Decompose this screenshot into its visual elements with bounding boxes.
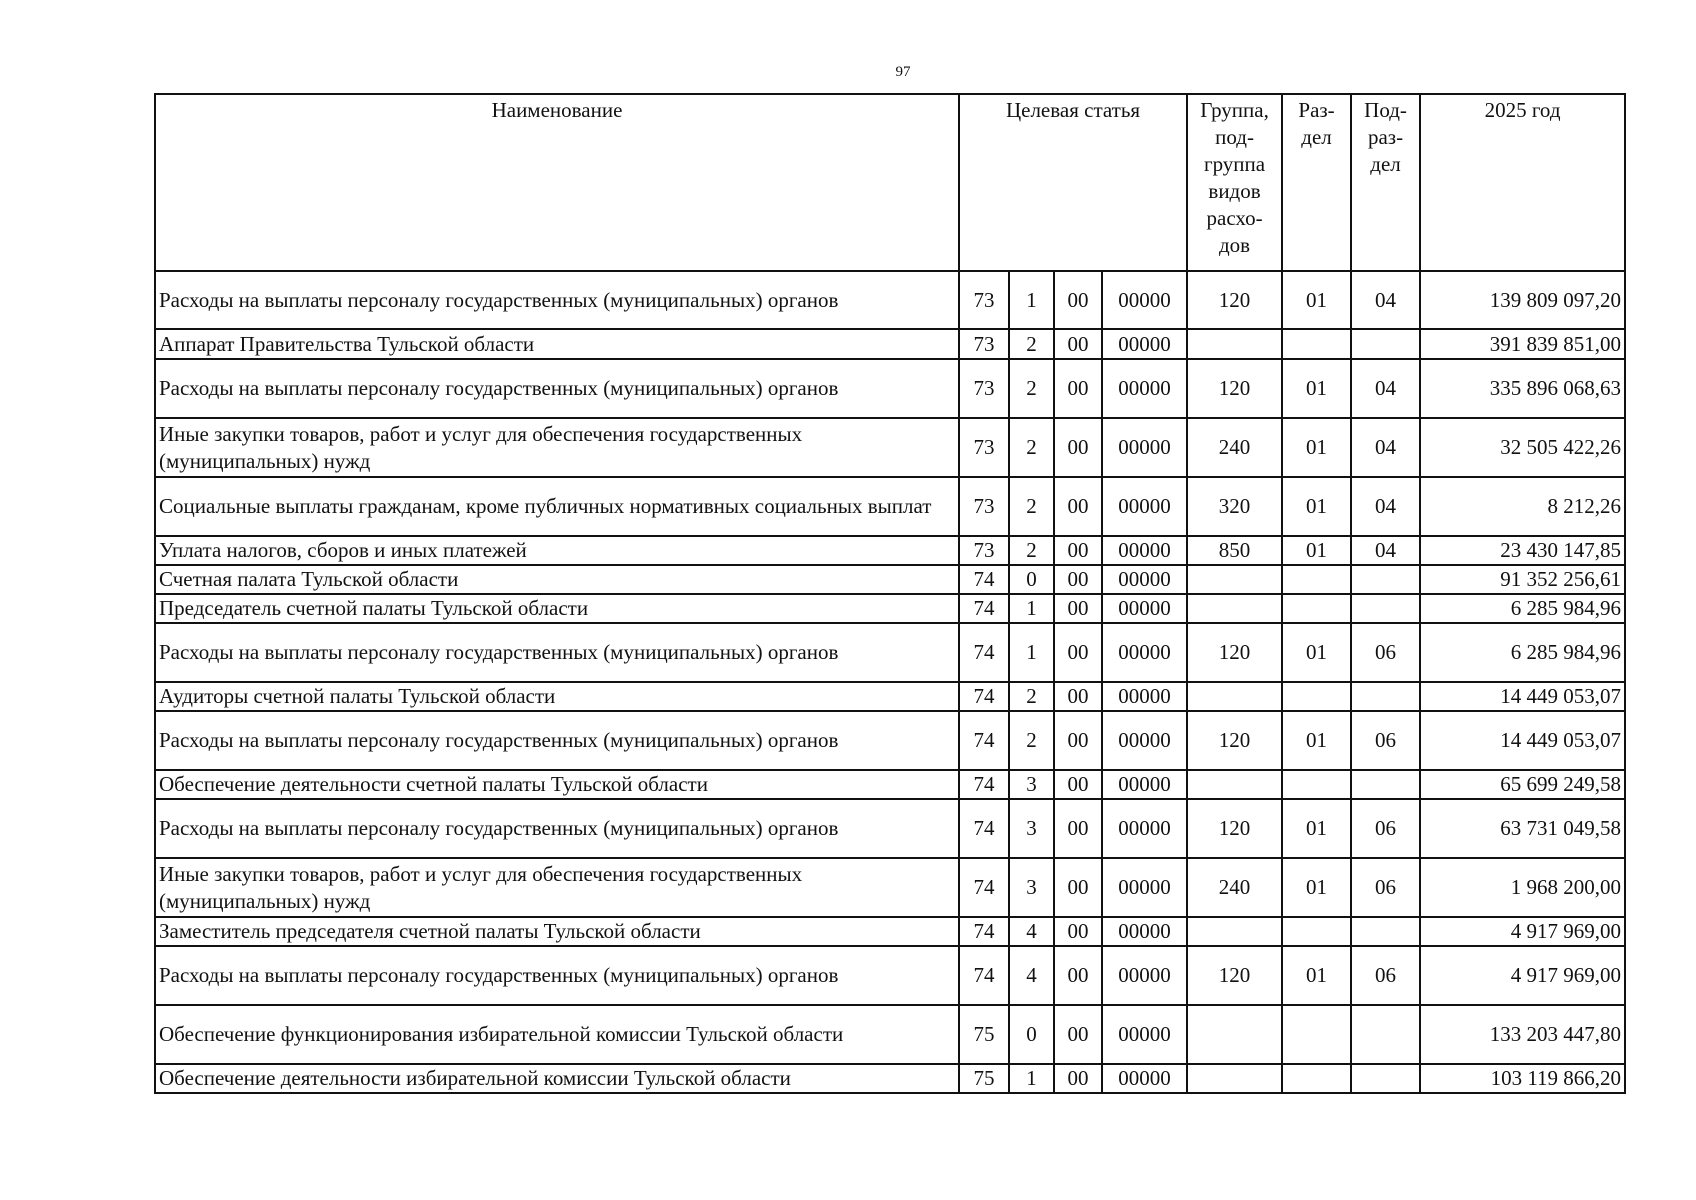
expense-group-code: 120 [1187,711,1282,770]
header-year: 2025 год [1420,94,1625,271]
table-body [155,271,1625,1093]
target-article-part-3: 00 [1054,477,1102,536]
target-article-part-1: 74 [959,799,1009,858]
amount-2025: 6 285 984,96 [1420,623,1625,682]
subsection-code: 06 [1351,799,1420,858]
subsection-code [1351,565,1420,594]
subsection-code [1351,329,1420,359]
section-code [1282,1005,1351,1064]
target-article-part-3: 00 [1054,1005,1102,1064]
target-article-part-3: 00 [1054,565,1102,594]
subsection-code [1351,917,1420,946]
target-article-part-1: 73 [959,418,1009,477]
page-number: 97 [895,64,911,80]
amount-2025: 14 449 053,07 [1420,711,1625,770]
target-article-part-1: 74 [959,858,1009,917]
expense-group-code: 120 [1187,799,1282,858]
subsection-code: 06 [1351,946,1420,1005]
target-article-part-1: 75 [959,1064,1009,1093]
amount-2025: 23 430 147,85 [1420,536,1625,565]
table-row [155,271,1625,329]
target-article-part-2: 2 [1009,418,1054,477]
amount-2025: 103 119 866,20 [1420,1064,1625,1093]
target-article-part-4: 00000 [1102,858,1187,917]
budget-table [154,93,1626,1094]
expense-group-code [1187,770,1282,799]
row-name: Обеспечение деятельности счетной палаты Тульской области [155,770,959,799]
header-section [1282,94,1351,271]
target-article-part-4: 00000 [1102,682,1187,711]
target-article-part-1: 74 [959,594,1009,623]
header-name: Наименование [155,94,959,271]
table-row [155,1064,1625,1093]
target-article-part-3: 00 [1054,1064,1102,1093]
target-article-part-3: 00 [1054,418,1102,477]
target-article-part-3: 00 [1054,536,1102,565]
section-code: 01 [1282,858,1351,917]
section-code [1282,917,1351,946]
target-article-part-2: 0 [1009,1005,1054,1064]
target-article-part-3: 00 [1054,594,1102,623]
amount-2025: 8 212,26 [1420,477,1625,536]
target-article-part-4: 00000 [1102,623,1187,682]
expense-group-code [1187,594,1282,623]
table-row [155,711,1625,770]
target-article-part-4: 00000 [1102,711,1187,770]
target-article-part-4: 00000 [1102,1005,1187,1064]
target-article-part-4: 00000 [1102,536,1187,565]
row-name: Расходы на выплаты персоналу государственных (муниципальных) органов [155,711,959,770]
table-row [155,770,1625,799]
target-article-part-3: 00 [1054,946,1102,1005]
target-article-part-2: 0 [1009,565,1054,594]
subsection-code: 06 [1351,711,1420,770]
table-row [155,1005,1625,1064]
target-article-part-4: 00000 [1102,594,1187,623]
subsection-code: 04 [1351,271,1420,329]
subsection-code [1351,1005,1420,1064]
target-article-part-3: 00 [1054,359,1102,418]
row-name: Расходы на выплаты персоналу государственных (муниципальных) органов [155,799,959,858]
expense-group-code: 240 [1187,858,1282,917]
expense-group-code [1187,329,1282,359]
subsection-code: 06 [1351,623,1420,682]
header-expense-group-line: дов [1218,233,1251,257]
table-row [155,946,1625,1005]
amount-2025: 6 285 984,96 [1420,594,1625,623]
row-name: Расходы на выплаты персоналу государственных (муниципальных) органов [155,623,959,682]
section-code: 01 [1282,623,1351,682]
header-target-article: Целевая статья [959,94,1187,271]
target-article-part-4: 00000 [1102,477,1187,536]
target-article-part-1: 74 [959,711,1009,770]
section-code [1282,770,1351,799]
target-article-part-4: 00000 [1102,418,1187,477]
target-article-part-1: 73 [959,359,1009,418]
expense-group-code: 320 [1187,477,1282,536]
target-article-part-3: 00 [1054,770,1102,799]
table-row [155,917,1625,946]
header-expense-group-line: Группа, [1200,98,1269,122]
target-article-part-3: 00 [1054,329,1102,359]
target-article-part-1: 74 [959,770,1009,799]
row-name: Социальные выплаты гражданам, кроме публичных нормативных социальных выплат [155,477,959,536]
subsection-code: 04 [1351,359,1420,418]
target-article-part-1: 75 [959,1005,1009,1064]
row-name: Аудиторы счетной палаты Тульской области [155,682,959,711]
target-article-part-2: 2 [1009,711,1054,770]
section-code [1282,329,1351,359]
target-article-part-4: 00000 [1102,271,1187,329]
section-code: 01 [1282,418,1351,477]
target-article-part-1: 74 [959,565,1009,594]
row-name: Расходы на выплаты персоналу государственных (муниципальных) органов [155,359,959,418]
amount-2025: 14 449 053,07 [1420,682,1625,711]
row-name: Обеспечение функционирования избирательной комиссии Тульской области [155,1005,959,1064]
section-code [1282,565,1351,594]
target-article-part-4: 00000 [1102,799,1187,858]
target-article-part-4: 00000 [1102,1064,1187,1093]
target-article-part-2: 3 [1009,799,1054,858]
amount-2025: 391 839 851,00 [1420,329,1625,359]
subsection-code: 04 [1351,536,1420,565]
expense-group-code [1187,917,1282,946]
header-expense-group-line: под- [1215,125,1254,149]
target-article-part-3: 00 [1054,711,1102,770]
target-article-part-2: 1 [1009,1064,1054,1093]
table-row [155,594,1625,623]
table-row [155,329,1625,359]
subsection-code: 04 [1351,418,1420,477]
target-article-part-4: 00000 [1102,565,1187,594]
expense-group-code: 120 [1187,623,1282,682]
target-article-part-2: 2 [1009,682,1054,711]
target-article-part-1: 74 [959,946,1009,1005]
target-article-part-3: 00 [1054,799,1102,858]
table-row [155,565,1625,594]
target-article-part-3: 00 [1054,623,1102,682]
target-article-part-2: 3 [1009,770,1054,799]
target-article-part-3: 00 [1054,917,1102,946]
row-name: Уплата налогов, сборов и иных платежей [155,536,959,565]
expense-group-code [1187,1064,1282,1093]
table-row [155,418,1625,477]
expense-group-code: 120 [1187,271,1282,329]
expense-group-code: 240 [1187,418,1282,477]
table-row [155,477,1625,536]
section-code: 01 [1282,536,1351,565]
amount-2025: 1 968 200,00 [1420,858,1625,917]
target-article-part-4: 00000 [1102,359,1187,418]
section-code: 01 [1282,799,1351,858]
target-article-part-1: 74 [959,682,1009,711]
amount-2025: 91 352 256,61 [1420,565,1625,594]
target-article-part-1: 73 [959,271,1009,329]
amount-2025: 4 917 969,00 [1420,917,1625,946]
target-article-part-2: 2 [1009,477,1054,536]
target-article-part-4: 00000 [1102,329,1187,359]
subsection-code [1351,594,1420,623]
section-code: 01 [1282,477,1351,536]
table-row [155,536,1625,565]
header-row [155,94,1625,271]
header-subsection-line: Под- [1364,98,1407,122]
expense-group-code: 850 [1187,536,1282,565]
expense-group-code [1187,1005,1282,1064]
target-article-part-2: 2 [1009,536,1054,565]
subsection-code: 04 [1351,477,1420,536]
header-subsection-line: дел [1370,152,1401,176]
amount-2025: 63 731 049,58 [1420,799,1625,858]
row-name: Заместитель председателя счетной палаты Тульской области [155,917,959,946]
section-code: 01 [1282,711,1351,770]
subsection-code [1351,770,1420,799]
target-article-part-4: 00000 [1102,946,1187,1005]
header-expense-group [1187,94,1282,271]
target-article-part-3: 00 [1054,271,1102,329]
header-section-line: дел [1301,125,1332,149]
section-code [1282,594,1351,623]
target-article-part-1: 74 [959,623,1009,682]
row-name: Обеспечение деятельности избирательной комиссии Тульской области [155,1064,959,1093]
amount-2025: 65 699 249,58 [1420,770,1625,799]
header-subsection-line: раз- [1367,125,1404,149]
target-article-part-2: 3 [1009,858,1054,917]
expense-group-code [1187,682,1282,711]
table-row [155,359,1625,418]
target-article-part-1: 73 [959,477,1009,536]
section-code: 01 [1282,359,1351,418]
header-expense-group-line: группа [1203,152,1266,176]
section-code: 01 [1282,946,1351,1005]
header-expense-group-line: видов [1208,179,1261,203]
target-article-part-4: 00000 [1102,770,1187,799]
amount-2025: 133 203 447,80 [1420,1005,1625,1064]
target-article-part-1: 73 [959,329,1009,359]
target-article-part-2: 4 [1009,946,1054,1005]
section-code [1282,1064,1351,1093]
header-subsection [1351,94,1420,271]
subsection-code [1351,682,1420,711]
target-article-part-2: 1 [1009,594,1054,623]
table-row [155,682,1625,711]
target-article-part-2: 1 [1009,623,1054,682]
target-article-part-2: 4 [1009,917,1054,946]
header-section-line: Раз- [1298,98,1335,122]
amount-2025: 4 917 969,00 [1420,946,1625,1005]
row-name: Расходы на выплаты персоналу государственных (муниципальных) органов [155,271,959,329]
section-code [1282,682,1351,711]
target-article-part-2: 2 [1009,329,1054,359]
expense-group-code: 120 [1187,359,1282,418]
section-code: 01 [1282,271,1351,329]
row-name: Иные закупки товаров, работ и услуг для обеспечения государственных (муниципальных) нужд [155,418,959,477]
expense-group-code: 120 [1187,946,1282,1005]
target-article-part-1: 73 [959,536,1009,565]
target-article-part-2: 2 [1009,359,1054,418]
row-name: Иные закупки товаров, работ и услуг для обеспечения государственных (муниципальных) нужд [155,858,959,917]
table-row [155,623,1625,682]
table-row [155,799,1625,858]
row-name: Председатель счетной палаты Тульской области [155,594,959,623]
subsection-code: 06 [1351,858,1420,917]
expense-group-code [1187,565,1282,594]
target-article-part-4: 00000 [1102,917,1187,946]
amount-2025: 139 809 097,20 [1420,271,1625,329]
target-article-part-3: 00 [1054,682,1102,711]
row-name: Расходы на выплаты персоналу государственных (муниципальных) органов [155,946,959,1005]
target-article-part-3: 00 [1054,858,1102,917]
subsection-code [1351,1064,1420,1093]
target-article-part-2: 1 [1009,271,1054,329]
amount-2025: 335 896 068,63 [1420,359,1625,418]
target-article-part-1: 74 [959,917,1009,946]
header-expense-group-line: расхо- [1206,206,1263,230]
table-row [155,858,1625,917]
row-name: Аппарат Правительства Тульской области [155,329,959,359]
amount-2025: 32 505 422,26 [1420,418,1625,477]
row-name: Счетная палата Тульской области [155,565,959,594]
